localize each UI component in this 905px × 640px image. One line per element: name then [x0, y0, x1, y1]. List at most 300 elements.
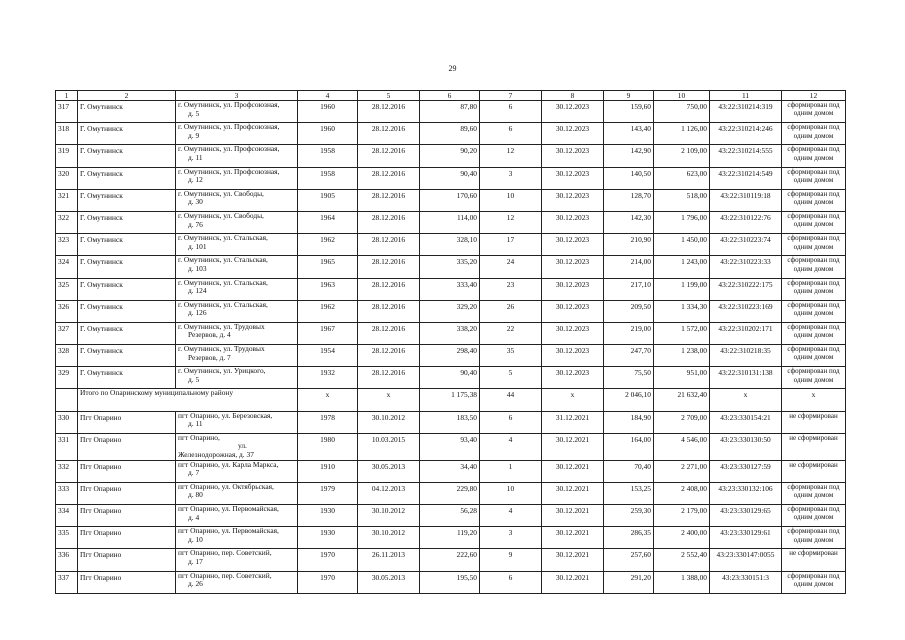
- address-line: г. Омутнинск, ул. Свободы,: [178, 189, 264, 198]
- year-built: 1962: [298, 234, 358, 256]
- area: 333,40: [420, 278, 480, 300]
- land-area: 142,90: [604, 145, 654, 167]
- settlement: Г. Омутнинск: [78, 145, 176, 167]
- address-line: д. 10: [188, 534, 203, 544]
- year-built: 1962: [298, 300, 358, 322]
- settlement: Г. Омутнинск: [78, 278, 176, 300]
- cadastral-number: 43:22:310214:555: [710, 145, 782, 167]
- residents-count: 6: [480, 101, 542, 123]
- address-line: д. 4: [188, 512, 200, 522]
- address: [176, 504, 298, 526]
- address-line: г. Омутнинск, ул. Профсоюзная,: [178, 122, 280, 132]
- residents-count: 12: [480, 145, 542, 167]
- recognition-date: 28.12.2016: [358, 211, 420, 233]
- plot-area: 518,00: [654, 189, 710, 211]
- area: 329,20: [420, 300, 480, 322]
- address-line: д. 124: [188, 286, 207, 296]
- column-number: 11: [710, 91, 782, 101]
- address-line: д. 101: [188, 241, 207, 251]
- address-line: Железнодорожная, д. 37: [178, 450, 254, 459]
- address-line: г. Омутнинск, ул. Профсоюзная,: [178, 144, 280, 154]
- plot-status: сформирован под одним домом: [782, 482, 846, 504]
- residents-count: 6: [480, 411, 542, 433]
- recognition-date: 30.05.2013: [358, 571, 420, 593]
- plot-area: 623,00: [654, 167, 710, 189]
- settlement: Г. Омутнинск: [78, 211, 176, 233]
- row-number: 334: [56, 504, 78, 526]
- land-area: 128,70: [604, 189, 654, 211]
- residents-count: 3: [480, 527, 542, 549]
- settlement: Г. Омутнинск: [78, 256, 176, 278]
- address: [176, 322, 298, 344]
- table-row: [56, 411, 846, 433]
- plot-status: сформирован под одним домом: [782, 256, 846, 278]
- address-line: д. 5: [188, 374, 200, 384]
- land-area: 210,90: [604, 234, 654, 256]
- address-line: г. Омутнинск, ул. Трудовых: [178, 344, 265, 354]
- total-date: x: [358, 389, 420, 411]
- table-row: [56, 234, 846, 256]
- plot-area: 1 243,00: [654, 256, 710, 278]
- address-line: Резервов, д. 4: [188, 330, 231, 340]
- address-line: д. 76: [188, 219, 203, 229]
- cadastral-number: 43:23:330127:59: [710, 460, 782, 482]
- year-built: 1905: [298, 189, 358, 211]
- row-number: 330: [56, 411, 78, 433]
- recognition-date: 28.12.2016: [358, 145, 420, 167]
- row-number: 329: [56, 367, 78, 389]
- settlement: Г. Омутнинск: [78, 300, 176, 322]
- address: [176, 433, 298, 460]
- row-number: 337: [56, 571, 78, 593]
- plot-area: 2 408,00: [654, 482, 710, 504]
- address-line: д. 17: [188, 556, 203, 566]
- plot-status: сформирован под одним домом: [782, 300, 846, 322]
- row-number: 331: [56, 433, 78, 460]
- table-row: [56, 433, 846, 460]
- address: [176, 211, 298, 233]
- land-area: 143,40: [604, 123, 654, 145]
- land-area: 153,25: [604, 482, 654, 504]
- land-area: 184,90: [604, 411, 654, 433]
- table-row: [56, 145, 846, 167]
- resettlement-deadline: 30.12.2021: [542, 460, 604, 482]
- land-area: 140,50: [604, 167, 654, 189]
- resettlement-deadline: 30.12.2023: [542, 101, 604, 123]
- settlement: Пгт Опарино: [78, 571, 176, 593]
- area: 195,50: [420, 571, 480, 593]
- table-row: [56, 345, 846, 367]
- column-number: 2: [78, 91, 176, 101]
- settlement: Г. Омутнинск: [78, 189, 176, 211]
- area: 90,40: [420, 367, 480, 389]
- address-line: д. 7: [188, 468, 200, 478]
- address-line: д. 9: [188, 130, 200, 140]
- total-status: x: [782, 389, 846, 411]
- column-number-row: [56, 91, 846, 101]
- recognition-date: 28.12.2016: [358, 300, 420, 322]
- plot-area: 1 796,00: [654, 211, 710, 233]
- settlement: Пгт Опарино: [78, 460, 176, 482]
- cadastral-number: 43:22:310202:171: [710, 322, 782, 344]
- table-row: [56, 460, 846, 482]
- year-built: 1960: [298, 123, 358, 145]
- residents-count: 22: [480, 322, 542, 344]
- address-line: Резервов, д. 7: [188, 352, 231, 362]
- land-area: 70,40: [604, 460, 654, 482]
- land-area: 214,00: [604, 256, 654, 278]
- area: 170,60: [420, 189, 480, 211]
- residents-count: 23: [480, 278, 542, 300]
- address: [176, 367, 298, 389]
- cadastral-number: 43:23:330132:106: [710, 482, 782, 504]
- area: 328,10: [420, 234, 480, 256]
- year-built: 1963: [298, 278, 358, 300]
- row-number: 321: [56, 189, 78, 211]
- cadastral-number: 43:22:310222:175: [710, 278, 782, 300]
- plot-status: сформирован под одним домом: [782, 527, 846, 549]
- address-line: пгт Опарино, ул. Березовская,: [178, 411, 273, 420]
- plot-area: 750,00: [654, 101, 710, 123]
- recognition-date: 04.12.2013: [358, 482, 420, 504]
- table-row: [56, 571, 846, 593]
- address-line: пгт Опарино, ул. Первомайская,: [178, 526, 279, 536]
- column-number: 1: [56, 91, 78, 101]
- year-built: 1970: [298, 571, 358, 593]
- plot-status: сформирован под одним домом: [782, 345, 846, 367]
- year-built: 1958: [298, 145, 358, 167]
- total-cadastral: x: [710, 389, 782, 411]
- plot-area: 1 450,00: [654, 234, 710, 256]
- residents-count: 5: [480, 367, 542, 389]
- resettlement-deadline: 30.12.2021: [542, 527, 604, 549]
- row-number: 328: [56, 345, 78, 367]
- settlement: Пгт Опарино: [78, 482, 176, 504]
- plot-status: сформирован под одним домом: [782, 145, 846, 167]
- recognition-date: 28.12.2016: [358, 189, 420, 211]
- address-line: д. 5: [188, 108, 200, 118]
- address-line: г. Омутнинск, ул. Профсоюзная,: [178, 167, 280, 176]
- column-number: 4: [298, 91, 358, 101]
- settlement: Г. Омутнинск: [78, 101, 176, 123]
- area: 34,40: [420, 460, 480, 482]
- row-number: 325: [56, 278, 78, 300]
- recognition-date: 10.03.2015: [358, 433, 420, 460]
- residents-count: 4: [480, 433, 542, 460]
- row-number: 326: [56, 300, 78, 322]
- column-number: 9: [604, 91, 654, 101]
- total-label: Итого по Опаринскому муниципальному району: [78, 389, 298, 411]
- address-line: д. 12: [188, 175, 203, 185]
- resettlement-deadline: 30.12.2023: [542, 345, 604, 367]
- recognition-date: 30.10.2012: [358, 504, 420, 526]
- total-row-number: [56, 389, 78, 411]
- residents-count: 12: [480, 211, 542, 233]
- recognition-date: 28.12.2016: [358, 278, 420, 300]
- address-line: д. 11: [188, 419, 203, 429]
- year-built: 1979: [298, 482, 358, 504]
- page-number: 29: [448, 64, 457, 73]
- column-number: 8: [542, 91, 604, 101]
- settlement: Пгт Опарино: [78, 433, 176, 460]
- residents-count: 26: [480, 300, 542, 322]
- table-row: [56, 549, 846, 571]
- address-line: пгт Опарино, ул. Октябрьская,: [178, 482, 274, 491]
- year-built: 1932: [298, 367, 358, 389]
- plot-status: сформирован под одним домом: [782, 504, 846, 526]
- total-plot: 21 632,40: [654, 389, 710, 411]
- row-number: 336: [56, 549, 78, 571]
- cadastral-number: 43:22:310131:138: [710, 367, 782, 389]
- resettlement-deadline: 30.12.2023: [542, 234, 604, 256]
- plot-area: 1 572,00: [654, 322, 710, 344]
- residents-count: 10: [480, 482, 542, 504]
- row-number: 335: [56, 527, 78, 549]
- address-line: д. 80: [188, 490, 203, 500]
- year-built: 1954: [298, 345, 358, 367]
- plot-area: 1 126,00: [654, 123, 710, 145]
- column-number: 5: [358, 91, 420, 101]
- plot-area: 4 546,00: [654, 433, 710, 460]
- area: 56,28: [420, 504, 480, 526]
- address-line: д. 30: [188, 197, 203, 207]
- column-number: 7: [480, 91, 542, 101]
- address: [176, 482, 298, 504]
- area: 87,80: [420, 101, 480, 123]
- settlement: Г. Омутнинск: [78, 322, 176, 344]
- address-line: ул.: [238, 441, 247, 451]
- cadastral-number: 43:22:310223:169: [710, 300, 782, 322]
- plot-area: 2 552,40: [654, 549, 710, 571]
- area: 338,20: [420, 322, 480, 344]
- recognition-date: 28.12.2016: [358, 322, 420, 344]
- address: [176, 167, 298, 189]
- table-row: [56, 300, 846, 322]
- address-line: г. Омутнинск, ул. Стальская,: [178, 233, 268, 243]
- cadastral-number: 43:23:330130:50: [710, 433, 782, 460]
- area: 183,50: [420, 411, 480, 433]
- row-number: 333: [56, 482, 78, 504]
- address-line: д. 126: [188, 308, 207, 318]
- land-area: 257,60: [604, 549, 654, 571]
- residents-count: 3: [480, 167, 542, 189]
- row-number: 324: [56, 256, 78, 278]
- address: [176, 278, 298, 300]
- resettlement-deadline: 30.12.2023: [542, 189, 604, 211]
- resettlement-deadline: 30.12.2021: [542, 433, 604, 460]
- land-area: 159,60: [604, 101, 654, 123]
- land-area: 286,35: [604, 527, 654, 549]
- settlement: Г. Омутнинск: [78, 167, 176, 189]
- residents-count: 35: [480, 345, 542, 367]
- resettlement-deadline: 30.12.2023: [542, 145, 604, 167]
- land-area: 142,30: [604, 211, 654, 233]
- address: [176, 123, 298, 145]
- address-line: г. Омутнинск, ул. Трудовых: [178, 322, 265, 331]
- plot-area: 2 271,00: [654, 460, 710, 482]
- column-number: 6: [420, 91, 480, 101]
- cadastral-number: 43:23:330154:21: [710, 411, 782, 433]
- total-people: 44: [480, 389, 542, 411]
- resettlement-deadline: 30.12.2023: [542, 322, 604, 344]
- table-row: [56, 256, 846, 278]
- resettlement-deadline: 30.12.2021: [542, 571, 604, 593]
- total-row: [56, 389, 846, 411]
- cadastral-number: 43:22:310223:33: [710, 256, 782, 278]
- table-row: [56, 211, 846, 233]
- address: [176, 345, 298, 367]
- residents-count: 1: [480, 460, 542, 482]
- year-built: 1978: [298, 411, 358, 433]
- resettlement-deadline: 30.12.2023: [542, 300, 604, 322]
- address: [176, 189, 298, 211]
- total-year: x: [298, 389, 358, 411]
- row-number: 322: [56, 211, 78, 233]
- area: 119,20: [420, 527, 480, 549]
- row-number: 327: [56, 322, 78, 344]
- plot-status: сформирован под одним домом: [782, 189, 846, 211]
- row-number: 332: [56, 460, 78, 482]
- recognition-date: 30.10.2012: [358, 527, 420, 549]
- table-row: [56, 278, 846, 300]
- resettlement-deadline: 31.12.2021: [542, 411, 604, 433]
- year-built: 1970: [298, 549, 358, 571]
- address: [176, 300, 298, 322]
- land-area: 217,10: [604, 278, 654, 300]
- table-row: [56, 167, 846, 189]
- cadastral-number: 43:22:310119:18: [710, 189, 782, 211]
- address-line: д. 26: [188, 579, 203, 589]
- address-line: пгт Опарино, пер. Советский,: [178, 548, 272, 558]
- row-number: 318: [56, 123, 78, 145]
- address: [176, 460, 298, 482]
- row-number: 317: [56, 101, 78, 123]
- plot-status: сформирован под одним домом: [782, 571, 846, 593]
- year-built: 1930: [298, 527, 358, 549]
- resettlement-deadline: 30.12.2023: [542, 367, 604, 389]
- address-line: г. Омутнинск, ул. Свободы,: [178, 211, 264, 220]
- address-line: пгт Опарино, ул. Первомайская,: [178, 504, 279, 513]
- residents-count: 17: [480, 234, 542, 256]
- year-built: 1980: [298, 433, 358, 460]
- address-line: г. Омутнинск, ул. Стальская,: [178, 300, 268, 309]
- resettlement-deadline: 30.12.2021: [542, 549, 604, 571]
- resettlement-deadline: 30.12.2023: [542, 278, 604, 300]
- area: 90,20: [420, 145, 480, 167]
- address-line: пгт Опарино, ул. Карла Маркса,: [178, 460, 279, 469]
- residents-count: 4: [480, 504, 542, 526]
- housing-register-table: [55, 90, 846, 594]
- recognition-date: 30.05.2013: [358, 460, 420, 482]
- land-area: 219,00: [604, 322, 654, 344]
- address: [176, 145, 298, 167]
- table-row: [56, 482, 846, 504]
- plot-area: 1 334,30: [654, 300, 710, 322]
- land-area: 75,50: [604, 367, 654, 389]
- resettlement-deadline: 30.12.2023: [542, 167, 604, 189]
- residents-count: 9: [480, 549, 542, 571]
- year-built: 1930: [298, 504, 358, 526]
- recognition-date: 28.12.2016: [358, 367, 420, 389]
- plot-status: не сформирован: [782, 411, 846, 433]
- plot-status: не сформирован: [782, 433, 846, 460]
- resettlement-deadline: 30.12.2021: [542, 504, 604, 526]
- address: [176, 527, 298, 549]
- plot-status: сформирован под одним домом: [782, 101, 846, 123]
- plot-status: сформирован под одним домом: [782, 211, 846, 233]
- address-line: г. Омутнинск, ул. Урицкого,: [178, 366, 266, 376]
- table-row: [56, 189, 846, 211]
- area: 229,80: [420, 482, 480, 504]
- cadastral-number: 43:22:310122:76: [710, 211, 782, 233]
- address-line: пгт Опарино,: [178, 433, 220, 442]
- cadastral-number: 43:23:330147:0055: [710, 549, 782, 571]
- year-built: 1967: [298, 322, 358, 344]
- cadastral-number: 43:22:310218:35: [710, 345, 782, 367]
- resettlement-deadline: 30.12.2023: [542, 123, 604, 145]
- cadastral-number: 43:23:330129:61: [710, 527, 782, 549]
- resettlement-deadline: 30.12.2023: [542, 256, 604, 278]
- plot-area: 2 400,00: [654, 527, 710, 549]
- recognition-date: 28.12.2016: [358, 167, 420, 189]
- cadastral-number: 43:22:310214:246: [710, 123, 782, 145]
- area: 335,20: [420, 256, 480, 278]
- area: 222,60: [420, 549, 480, 571]
- address: [176, 411, 298, 433]
- settlement: Пгт Опарино: [78, 411, 176, 433]
- residents-count: 6: [480, 571, 542, 593]
- cadastral-number: 43:22:310223:74: [710, 234, 782, 256]
- land-area: 247,70: [604, 345, 654, 367]
- total-area: 1 175,38: [420, 389, 480, 411]
- settlement: Пгт Опарино: [78, 549, 176, 571]
- resettlement-deadline: 30.12.2023: [542, 211, 604, 233]
- row-number: 319: [56, 145, 78, 167]
- address: [176, 549, 298, 571]
- table-row: [56, 527, 846, 549]
- table-row: [56, 123, 846, 145]
- land-area: 291,20: [604, 571, 654, 593]
- total-deadline: x: [542, 389, 604, 411]
- residents-count: 10: [480, 189, 542, 211]
- settlement: Г. Омутнинск: [78, 345, 176, 367]
- settlement: Г. Омутнинск: [78, 234, 176, 256]
- column-number: 12: [782, 91, 846, 101]
- plot-area: 2 109,00: [654, 145, 710, 167]
- plot-area: 1 199,00: [654, 278, 710, 300]
- land-area: 259,30: [604, 504, 654, 526]
- row-number: 323: [56, 234, 78, 256]
- residents-count: 6: [480, 123, 542, 145]
- plot-area: 951,00: [654, 367, 710, 389]
- table-row: [56, 367, 846, 389]
- residents-count: 24: [480, 256, 542, 278]
- plot-status: сформирован под одним домом: [782, 234, 846, 256]
- address: [176, 234, 298, 256]
- plot-area: 2 709,00: [654, 411, 710, 433]
- address-line: г. Омутнинск, ул. Профсоюзная,: [178, 100, 280, 109]
- area: 114,00: [420, 211, 480, 233]
- address: [176, 101, 298, 123]
- cadastral-number: 43:22:310214:319: [710, 101, 782, 123]
- recognition-date: 30.10.2012: [358, 411, 420, 433]
- settlement: Пгт Опарино: [78, 527, 176, 549]
- land-area: 164,00: [604, 433, 654, 460]
- area: 90,40: [420, 167, 480, 189]
- address-line: пгт Опарино, пер. Советский,: [178, 571, 272, 580]
- plot-status: сформирован под одним домом: [782, 278, 846, 300]
- row-number: 320: [56, 167, 78, 189]
